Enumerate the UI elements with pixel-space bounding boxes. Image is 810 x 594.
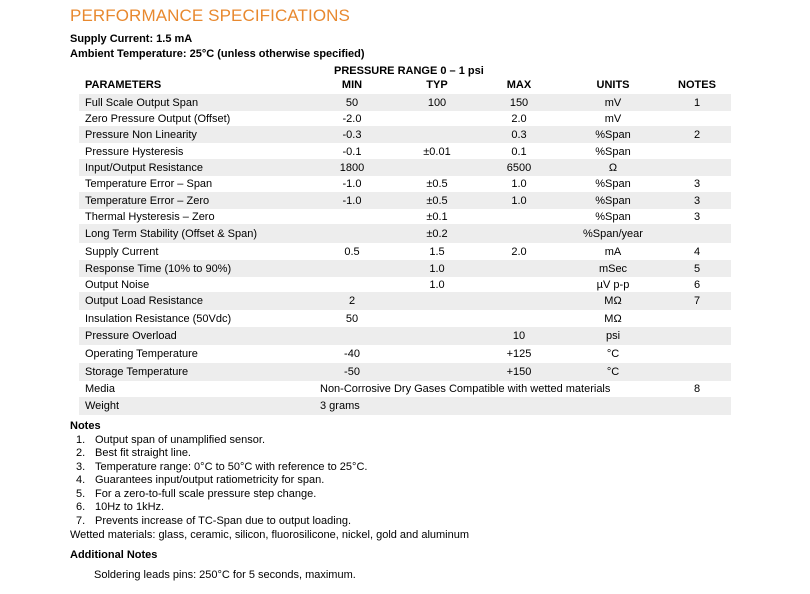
row-notes: 8 (693, 382, 701, 395)
list-item (76, 488, 316, 500)
additional-notes-heading: Additional Notes (70, 549, 158, 561)
col-header-min: MIN (341, 78, 363, 91)
row-parameter: Media (85, 382, 115, 395)
row-typ: 100 (427, 96, 447, 109)
row-units: %Span (595, 145, 631, 158)
row-min: -1.0 (342, 194, 362, 207)
row-units: mV (604, 96, 622, 109)
row-notes: 1 (693, 96, 701, 109)
row-parameter: Pressure Overload (85, 330, 177, 342)
table-row (79, 310, 731, 327)
note-number: 2. (76, 447, 86, 459)
row-parameter: Output Load Resistance (85, 295, 204, 307)
row-parameter: Pressure Hysteresis (85, 145, 184, 158)
col-header-units: UNITS (596, 78, 630, 91)
row-span-value: Non-Corrosive Dry Gases Compatible with wetted materials (320, 382, 611, 395)
table-row (79, 292, 731, 310)
row-max: 2.0 (511, 245, 527, 258)
row-parameter: Response Time (10% to 90%) (85, 262, 232, 275)
col-header-parameters: PARAMETERS (85, 78, 162, 91)
list-item (76, 461, 367, 473)
row-units: %Span (595, 177, 631, 190)
row-max: 1.0 (511, 194, 527, 207)
row-units: °C (606, 348, 620, 360)
row-units: mSec (598, 262, 628, 275)
row-min: 50 (345, 96, 359, 109)
row-typ: ±0.1 (426, 210, 448, 223)
pressure-range-label: PRESSURE RANGE 0 – 1 psi (334, 65, 484, 77)
row-typ: ±0.5 (426, 177, 448, 190)
row-min: 50 (345, 312, 359, 325)
row-min: 0.5 (344, 245, 360, 258)
table-row (79, 397, 731, 415)
row-max: 2.0 (511, 112, 527, 125)
row-max: +150 (506, 366, 532, 378)
page-title: PERFORMANCE SPECIFICATIONS (70, 6, 350, 25)
row-units: °C (606, 366, 620, 378)
row-span-value: 3 grams (320, 400, 360, 412)
row-notes: 5 (693, 262, 701, 275)
row-min: -50 (344, 366, 360, 378)
ambient-temperature-label: Ambient Temperature: 25°C (unless otherwise specified) (70, 48, 365, 60)
list-item (76, 501, 164, 513)
row-parameter: Input/Output Resistance (85, 161, 204, 174)
note-number: 5. (76, 488, 86, 500)
table-row (79, 380, 731, 397)
row-units: %Span (595, 210, 631, 223)
row-units: Ω (608, 161, 618, 174)
row-notes: 6 (693, 278, 701, 291)
table-row (79, 143, 731, 160)
row-typ: 1.0 (429, 278, 445, 291)
row-min: -1.0 (342, 177, 362, 190)
note-text: Best fit straight line. (95, 447, 191, 459)
row-parameter: Thermal Hysteresis – Zero (85, 210, 215, 223)
note-number: 3. (76, 461, 86, 473)
row-units: %Span/year (583, 227, 643, 240)
note-text: Prevents increase of TC-Span due to output loading. (95, 515, 352, 527)
row-units: mV (604, 112, 622, 125)
row-notes: 3 (693, 210, 701, 223)
note-number: 7. (76, 515, 86, 527)
row-units: MΩ (604, 295, 622, 307)
row-units: MΩ (604, 312, 622, 325)
row-typ: ±0.5 (426, 194, 448, 207)
row-min: -40 (344, 348, 360, 360)
table-row (79, 159, 731, 176)
row-max: 0.3 (511, 128, 527, 141)
table-row (79, 126, 731, 143)
row-parameter: Pressure Non Linearity (85, 128, 197, 141)
col-header-notes: NOTES (678, 78, 716, 91)
note-number: 1. (76, 434, 86, 446)
list-item (76, 434, 265, 446)
row-max: 0.1 (511, 145, 527, 158)
row-notes: 4 (693, 245, 701, 258)
note-text: Temperature range: 0°C to 50°C with reference to 25°C. (95, 461, 368, 473)
note-text: Output span of unamplified sensor. (95, 434, 265, 446)
table-header-row (79, 76, 731, 93)
row-min: -0.3 (342, 128, 362, 141)
col-header-max: MAX (506, 78, 532, 91)
list-item (76, 474, 324, 486)
row-max: 150 (509, 96, 529, 109)
note-number: 6. (76, 501, 86, 513)
table-row (79, 224, 731, 243)
row-min: 2 (348, 295, 356, 307)
row-max: 6500 (506, 161, 532, 174)
row-max: 10 (512, 330, 526, 342)
row-typ: 1.5 (429, 245, 445, 258)
row-units: %Span (595, 128, 631, 141)
table-row (79, 260, 731, 277)
row-max: 1.0 (511, 177, 527, 190)
row-units: %Span (595, 194, 631, 207)
note-text: Guarantees input/output ratiometricity for span. (95, 474, 325, 486)
row-notes: 3 (693, 194, 701, 207)
row-notes: 3 (693, 177, 701, 190)
table-row (79, 345, 731, 363)
additional-notes-text: Soldering leads pins: 250°C for 5 seconds, maximum. (94, 569, 356, 581)
row-parameter: Zero Pressure Output (Offset) (85, 112, 231, 125)
table-row (79, 175, 731, 192)
table-row (79, 208, 731, 225)
list-item (76, 515, 351, 527)
row-parameter: Operating Temperature (85, 348, 198, 360)
supply-current-label: Supply Current: 1.5 mA (70, 33, 193, 45)
row-parameter: Long Term Stability (Offset & Span) (85, 227, 258, 240)
row-parameter: Weight (85, 400, 120, 412)
row-parameter: Temperature Error – Zero (85, 194, 210, 207)
wetted-materials: Wetted materials: glass, ceramic, silicon, fluorosilicone, nickel, gold and aluminum (70, 529, 470, 541)
row-notes: 2 (693, 128, 701, 141)
table-row (79, 94, 731, 111)
row-typ: 1.0 (429, 262, 445, 275)
table-row (79, 110, 731, 127)
row-parameter: Supply Current (85, 245, 159, 258)
col-header-typ: TYP (426, 78, 448, 91)
row-min: -0.1 (342, 145, 362, 158)
row-min: -2.0 (342, 112, 362, 125)
row-max: +125 (506, 348, 532, 360)
row-typ: ±0.01 (423, 145, 451, 158)
table-row (79, 363, 731, 381)
note-text: 10Hz to 1kHz. (95, 501, 165, 513)
row-units: psi (605, 330, 621, 342)
table-row (79, 276, 731, 293)
table-row (79, 192, 731, 209)
row-parameter: Full Scale Output Span (85, 96, 199, 109)
row-parameter: Temperature Error – Span (85, 177, 213, 190)
table-row (79, 243, 731, 260)
row-parameter: Insulation Resistance (50Vdc) (85, 312, 232, 325)
row-units: mA (604, 245, 622, 258)
table-row (79, 327, 731, 345)
row-parameter: Output Noise (85, 278, 150, 291)
row-units: µV p-p (596, 278, 630, 291)
notes-heading: Notes (70, 420, 101, 432)
note-text: For a zero-to-full scale pressure step change. (95, 488, 317, 500)
row-parameter: Storage Temperature (85, 366, 189, 378)
row-min: 1800 (339, 161, 365, 174)
row-notes: 7 (693, 295, 701, 307)
note-number: 4. (76, 474, 86, 486)
row-typ: ±0.2 (426, 227, 448, 240)
list-item (76, 447, 191, 459)
